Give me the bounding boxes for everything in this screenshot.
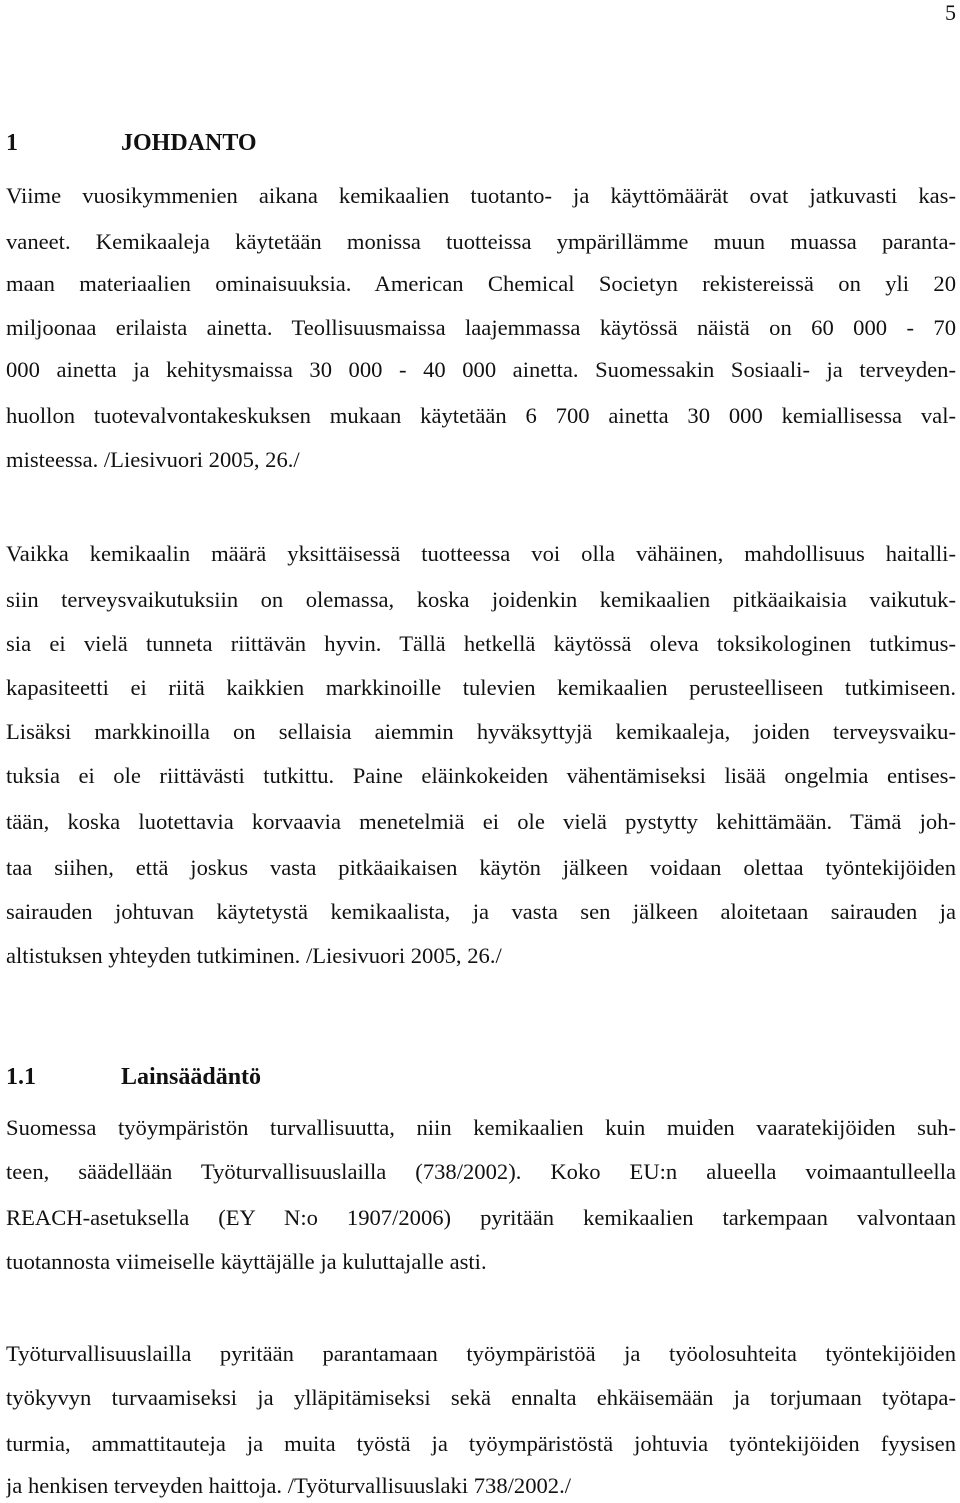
text-line: miljoonaa erilaista ainetta. Teollisuusmaissa laajemmassa käytössä näistä on 60 000 - 70	[6, 315, 956, 340]
text-line: misteessa. /Liesivuori 2005, 26./	[6, 447, 300, 472]
text-line: turmia, ammattitauteja ja muita työstä ja työympäristöstä johtuvia työntekijöiden fyysisen	[6, 1431, 956, 1456]
section-heading-lainsaadanto	[6, 1062, 261, 1092]
text-line: Suomessa työympäristön turvallisuutta, niin kemikaalien kuin muiden vaaratekijöiden suh-	[6, 1115, 956, 1140]
text-line: kapasiteetti ei riitä kaikkien markkinoille tulevien kemikaalien perusteelliseen tutkimiseen.	[6, 675, 956, 700]
section-number: 1	[6, 130, 18, 156]
text-line: altistuksen yhteyden tutkiminen. /Liesivuori 2005, 26./	[6, 943, 502, 968]
section-heading-johdanto	[6, 128, 257, 158]
text-line: taa siihen, että joskus vasta pitkäaikaisen käytön jälkeen voidaan olettaa työntekijöiden	[6, 855, 956, 880]
text-line: tuotannosta viimeiselle käyttäjälle ja kuluttajalle asti.	[6, 1249, 487, 1274]
text-line: teen, säädellään Työturvallisuuslailla (738/2002). Koko EU:n alueella voimaantulleella	[6, 1159, 956, 1184]
text-line: sairauden johtuvan käytetystä kemikaalista, ja vasta sen jälkeen aloitetaan sairauden ja	[6, 899, 956, 924]
section-number: 1.1	[6, 1064, 36, 1090]
text-line: Vaikka kemikaalin määrä yksittäisessä tuotteessa voi olla vähäinen, mahdollisuus haitalli-	[6, 541, 956, 566]
text-line: vaneet. Kemikaaleja käytetään monissa tuotteissa ympärillämme muun muassa paranta-	[6, 229, 956, 254]
text-line: maan materiaalien ominaisuuksia. American Chemical Societyn rekistereissä on yli 20	[6, 271, 956, 296]
text-line: ja henkisen terveyden haittoja. /Työturvallisuuslaki 738/2002./	[6, 1473, 572, 1498]
section-title: Lainsäädäntö	[121, 1064, 262, 1090]
text-line: Lisäksi markkinoilla on sellaisia aiemmin hyväksyttyjä kemikaaleja, joiden terveysvaiku-	[6, 719, 956, 744]
text-line: huollon tuotevalvontakeskuksen mukaan käytetään 6 700 ainetta 30 000 kemiallisessa val-	[6, 403, 956, 428]
text-line: tuksia ei ole riittävästi tutkittu. Paine eläinkokeiden vähentämiseksi lisää ongelmia entises-	[6, 763, 956, 788]
section-title: JOHDANTO	[121, 130, 257, 156]
text-line: siin terveysvaikutuksiin on olemassa, koska joidenkin kemikaalien pitkäaikaisia vaikutuk-	[6, 587, 956, 612]
text-line: tään, koska luotettavia korvaavia menetelmiä ei ole vielä pystytty kehittämään. Tämä joh-	[6, 809, 956, 834]
text-line: Työturvallisuuslailla pyritään parantamaan työympäristöä ja työolosuhteita työntekijöiden	[6, 1341, 956, 1366]
text-line: REACH-asetuksella (EY N:o 1907/2006) pyritään kemikaalien tarkempaan valvontaan	[6, 1205, 956, 1230]
text-line: 000 ainetta ja kehitysmaissa 30 000 - 40 000 ainetta. Suomessakin Sosiaali- ja terveyden-	[6, 357, 956, 382]
text-line: sia ei vielä tunneta riittävän hyvin. Tällä hetkellä käytössä oleva toksikologinen tutkimus-	[6, 631, 956, 656]
text-line: Viime vuosikymmenien aikana kemikaalien tuotanto- ja käyttömäärät ovat jatkuvasti kas-	[6, 183, 956, 208]
page-number: 5	[945, 0, 956, 25]
text-line: työkyvyn turvaamiseksi ja ylläpitämiseksi sekä ennalta ehkäisemään ja torjumaan työtapa-	[6, 1385, 956, 1410]
